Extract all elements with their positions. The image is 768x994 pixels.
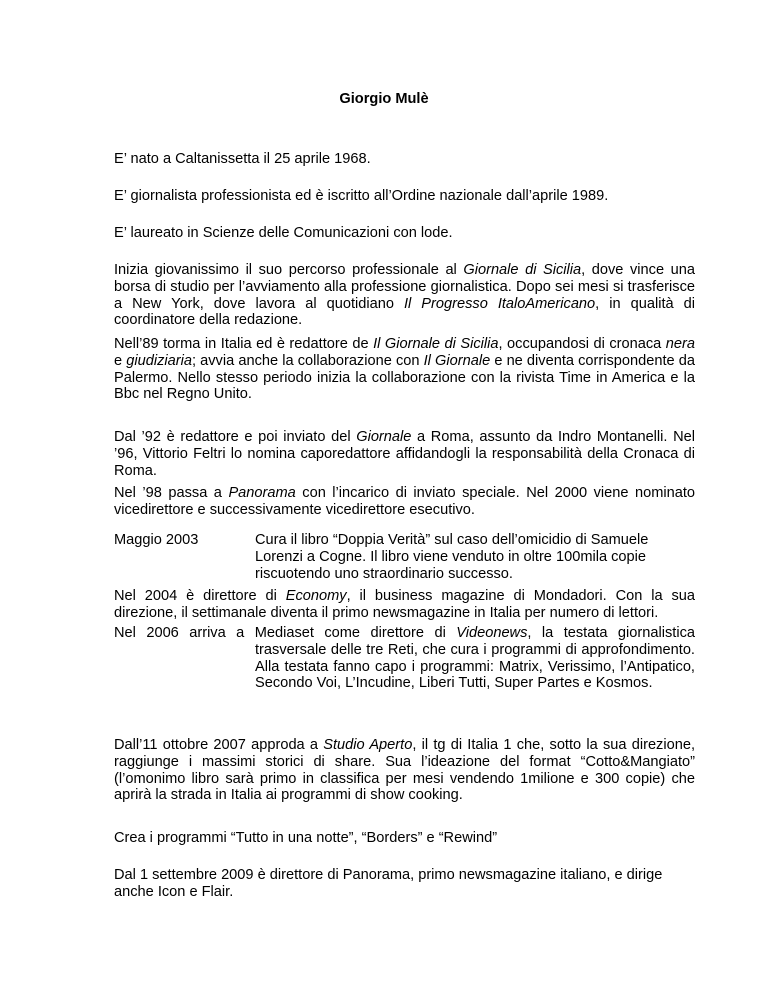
paragraph-birth: E’ nato a Caltanissetta il 25 aprile 1968. <box>114 151 371 167</box>
paragraph-mediaset: Nel 2006 arriva a Mediaset come direttore di Videonews, la testata giornalistica trasversale delle tre Reti, che cura i programmi di approfondimento. Alla testata fanno capo i programmi: Matrix, Verissimo, l’Antipatico, Secondo Voi, L’Incudine, Liberi Tutti, Super Partes e Kosmos. <box>114 625 695 692</box>
page-title: Giorgio Mulè <box>339 91 429 107</box>
paragraph-journalist: E’ giornalista professionista ed è iscritto all’Ordine nazionale dall’aprile 1989. <box>114 188 609 204</box>
paragraph-giornale-rome: Dal ’92 è redattore e poi inviato del Giornale a Roma, assunto da Indro Montanelli. Nel ’96, Vittorio Feltri lo nomina caporedattore affidandogli la responsabilità della Cronaca di Roma. <box>114 429 695 479</box>
paragraph-return-italy: Nell’89 torma in Italia ed è redattore de Il Giornale di Sicilia, occupandosi di cronaca nera e giudiziaria; avvia anche la collaborazione con Il Giornale e ne diventa corrispondente da Palermo. Nello stesso periodo inizia la collaborazione con la rivista Time in America e la Bbc nel Regno Unito. <box>114 336 696 403</box>
paragraph-studio-aperto: Dall’11 ottobre 2007 approda a Studio Aperto, il tg di Italia 1 che, sotto la sua direzione, raggiunge i massimi storici di share. Sua l’ideazione del format “Cotto&Mangiato” (l’omonimo libro sarà primo in classifica per mesi vendendo 1milione e 300 copie) che aprirà la strada in Italia ai programmi di show cooking. <box>114 737 696 804</box>
paragraph-career-start: Inizia giovanissimo il suo percorso professionale al Giornale di Sicilia, dove vince una borsa di studio per l’avviamento alla professione giornalistica. Dopo sei mesi si trasferisce a New York, dove lavora al quotidiano Il Progresso ItaloAmericano, in qualità di coordinatore della redazione. <box>114 262 695 329</box>
paragraph-economy: Nel 2004 è direttore di Economy, il business magazine di Mondadori. Con la sua direzione, il settimanale diventa il primo newsmagazine in Italia per numero di lettori. <box>114 588 695 621</box>
entry-date-label: Maggio 2003 <box>114 532 199 548</box>
paragraph-programs: Crea i programmi “Tutto in una notte”, “Borders” e “Rewind” <box>114 830 498 846</box>
entry-text: Cura il libro “Doppia Verità” sul caso dell’omicidio di Samuele Lorenzi a Cogne. Il libro viene venduto in oltre 100mila copie riscuotendo uno straordinario successo. <box>255 532 649 582</box>
paragraph-panorama-director: Dal 1 settembre 2009 è direttore di Panorama, primo newsmagazine italiano, e dirige anche Icon e Flair. <box>114 867 663 900</box>
paragraph-panorama: Nel ’98 passa a Panorama con l’incarico di inviato speciale. Nel 2000 viene nominato vicedirettore e successivamente vicedirettore esecutivo. <box>114 485 695 518</box>
paragraph-degree: E’ laureato in Scienze delle Comunicazioni con lode. <box>114 225 453 241</box>
